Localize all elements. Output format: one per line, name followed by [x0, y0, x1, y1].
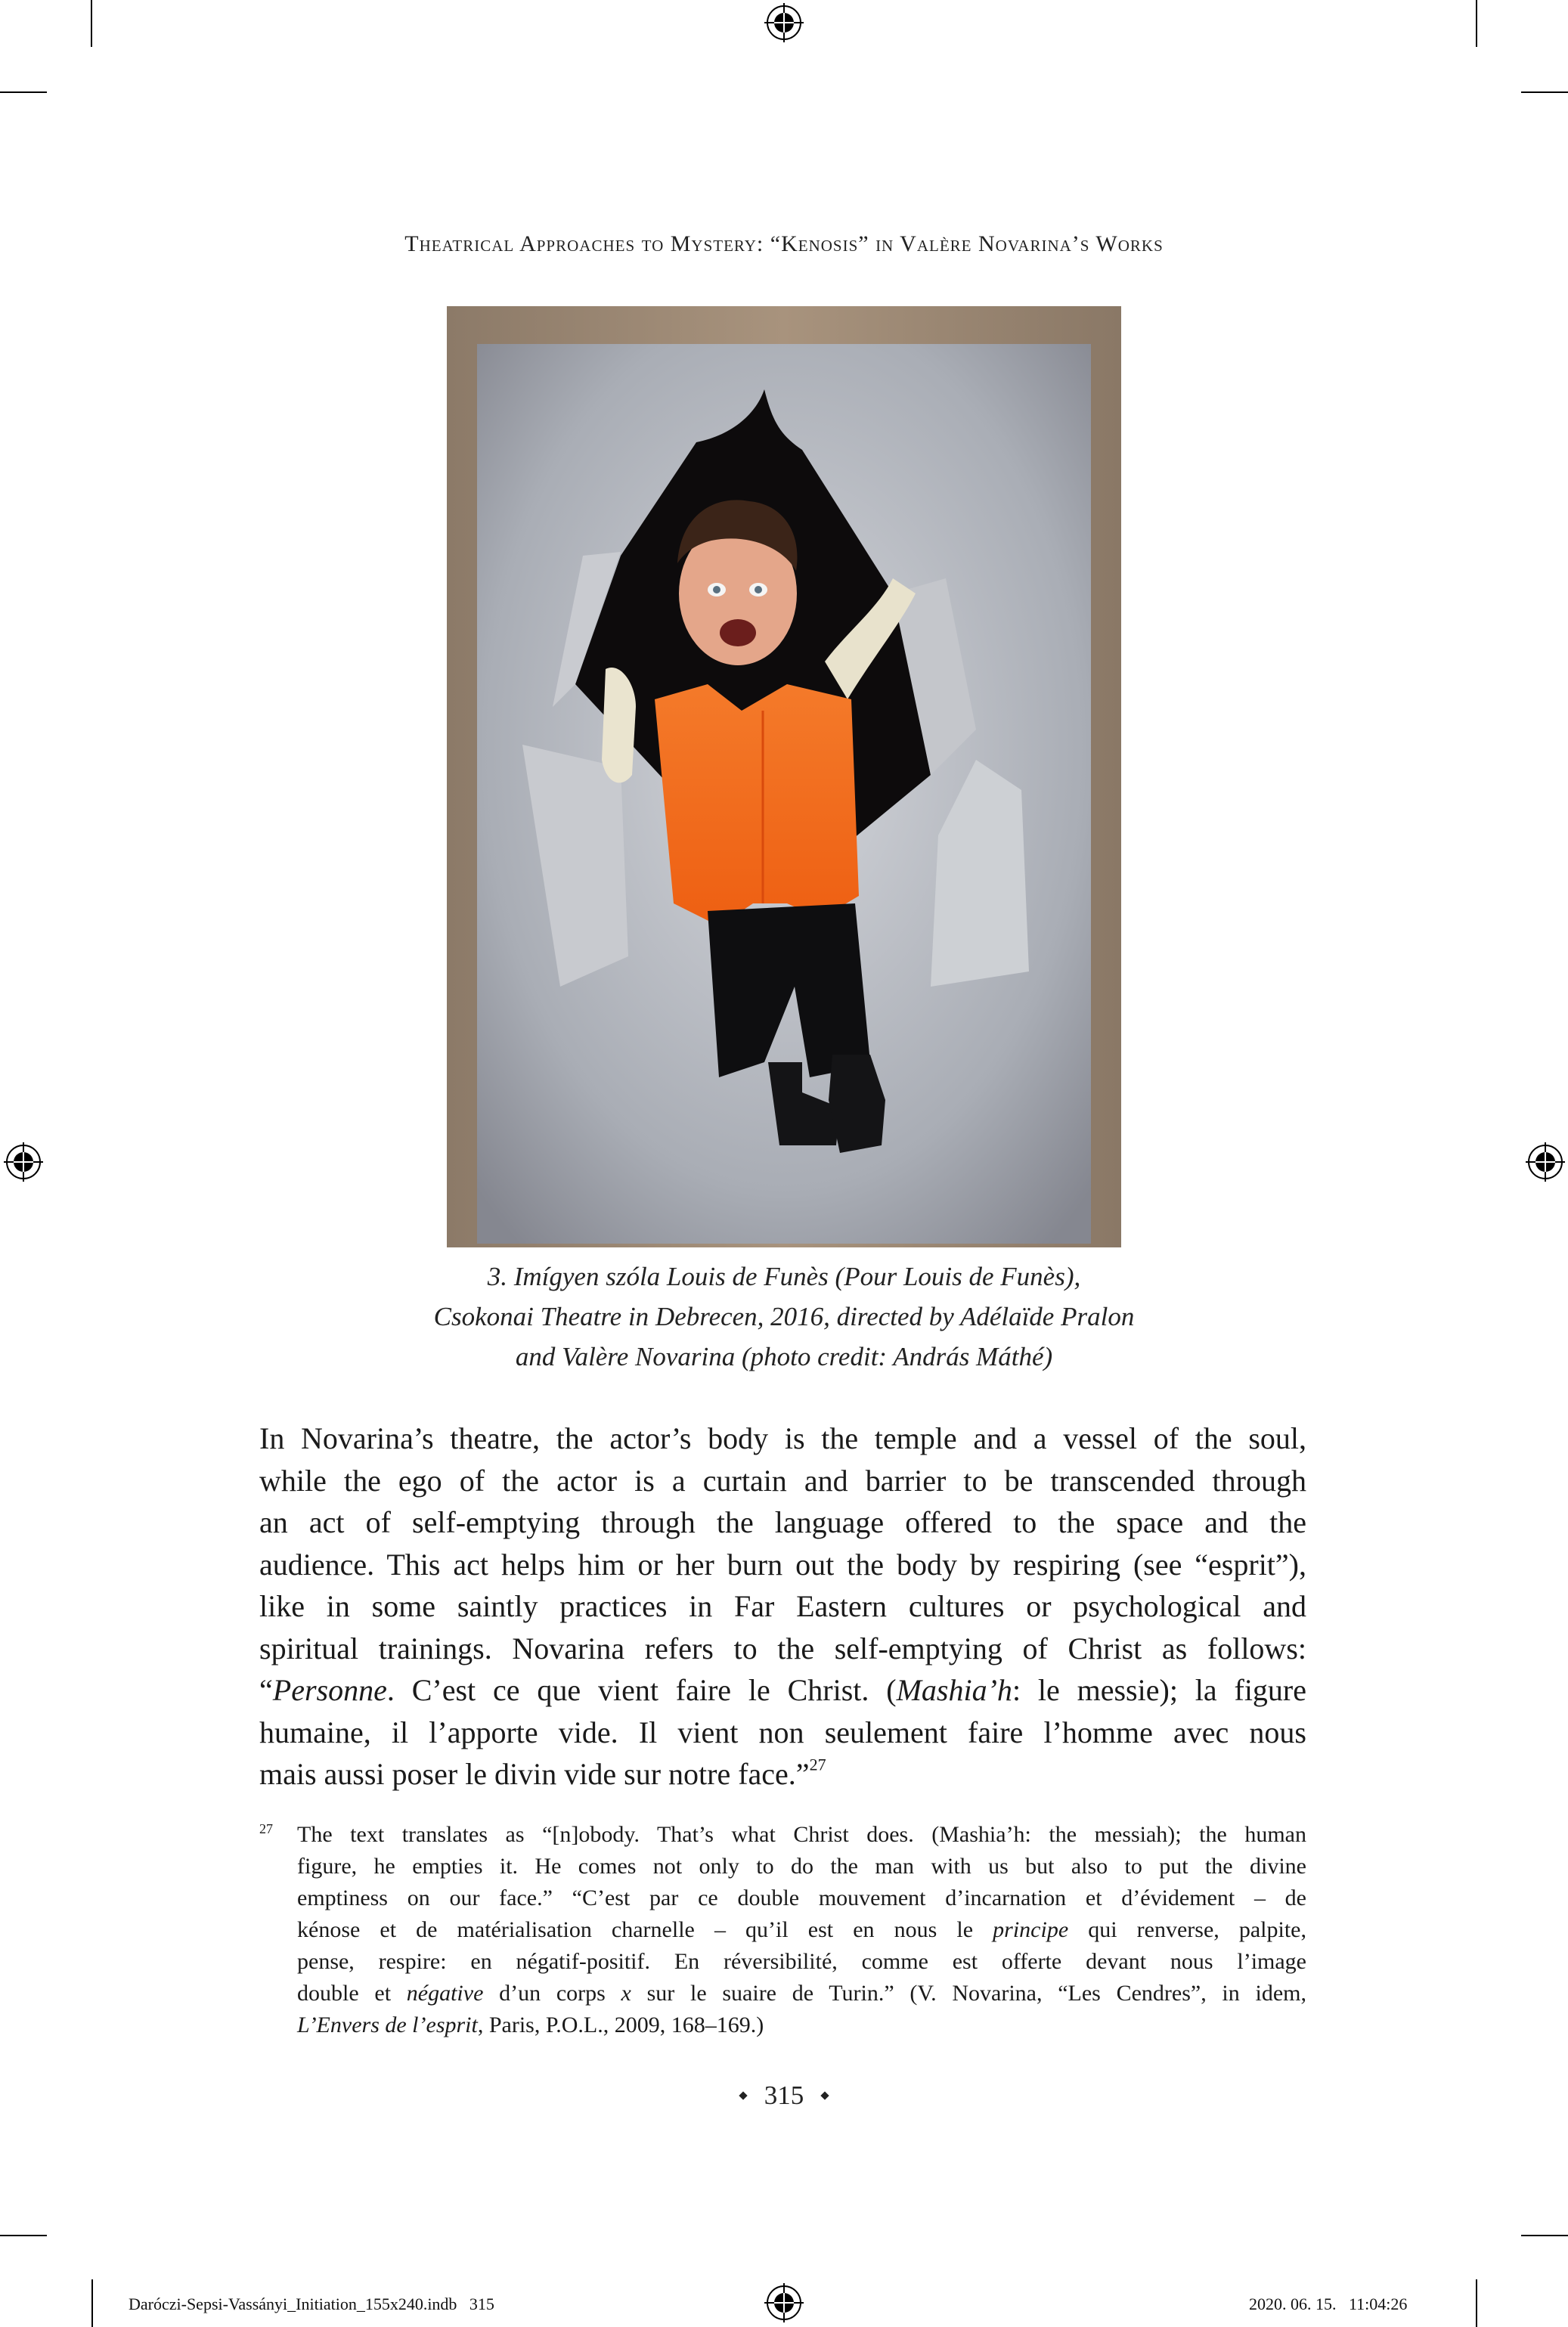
running-head: Theatrical Approaches to Mystery: “Kenosis” in Valère Novarina’s Works	[404, 231, 1164, 256]
figure-caption	[257, 1256, 1311, 1377]
crop-mark-bottom-right-horizontal	[1521, 2235, 1568, 2236]
footnote-text: qui renverse, palpite,	[1068, 1917, 1307, 1942]
crop-mark-top-right-horizontal	[1521, 91, 1568, 93]
diamond-ornament-icon	[739, 2091, 747, 2099]
italic-book-title: L’Envers de l’esprit	[297, 2012, 478, 2037]
italic-mashiah: Mashia’h	[896, 1673, 1012, 1707]
footnote-number: 27	[259, 1821, 273, 1836]
body-line: spiritual trainings. Novarina refers to the self-emptying of Christ as follows:	[259, 1631, 1306, 1665]
caption-line: Csokonai Theatre in Debrecen, 2016, directed by Adélaïde Pralon	[433, 1302, 1135, 1331]
quote-line-last	[259, 1753, 1306, 1796]
quote-open: “	[259, 1673, 273, 1707]
diamond-ornament-icon	[821, 2091, 829, 2099]
slug-timestamp: 2020. 06. 15. 11:04:26	[1249, 2294, 1408, 2313]
footnote-line: The text translates as “[n]obody. That’s what Christ does. (Mashia’h: the messiah); the human	[297, 1822, 1306, 1847]
footnote-body	[297, 1819, 1306, 2041]
registration-mark-right-icon	[1526, 1142, 1565, 1182]
orange-vest	[655, 684, 859, 926]
registration-mark-left-icon	[4, 1142, 43, 1182]
registration-mark-top-icon	[764, 3, 804, 42]
page-number-value: 315	[764, 2081, 804, 2110]
crop-mark-bottom-left-vertical	[91, 2279, 93, 2327]
italic-principe: principe	[993, 1917, 1069, 1942]
footnote-line	[297, 1978, 1306, 2009]
footnote	[259, 1819, 1306, 2041]
footnote-text: , Paris, P.O.L., 2009, 168–169.)	[477, 2012, 764, 2037]
quote-text: . C’est ce que vient faire le Christ. (	[386, 1673, 897, 1707]
footnote-line: emptiness on our face.” “C’est par ce double mouvement d’incarnation et d’évidement – de	[297, 1885, 1306, 1910]
footnote-text: double et	[297, 1981, 407, 2006]
page-number	[0, 2081, 1568, 2111]
figure-photo	[447, 306, 1121, 1247]
body-paragraph	[259, 1418, 1306, 1796]
italic-x: x	[621, 1981, 631, 2006]
quote-text: mais aussi poser le divin vide sur notre face.”	[259, 1757, 810, 1791]
body-line: like in some saintly practices in Far Eastern cultures or psychological and	[259, 1589, 1306, 1623]
photo-illustration	[447, 306, 1121, 1247]
crop-mark-top-left-vertical	[91, 0, 92, 47]
crop-mark-bottom-right-vertical	[1476, 2279, 1477, 2327]
caption-line: 3. Imígyen szóla Louis de Funès (Pour Louis de Funès),	[487, 1262, 1081, 1291]
caption-line: and Valère Novarina (photo credit: András Máthé)	[515, 1342, 1053, 1371]
footnote-line	[297, 1914, 1306, 1946]
crop-mark-bottom-left-horizontal	[0, 2235, 47, 2236]
quote-text: : le messie); la figure	[1012, 1673, 1307, 1707]
italic-personne: Personne	[272, 1673, 387, 1707]
slug-filename: Daróczi-Sepsi-Vassányi_Initiation_155x240.indb 315	[129, 2294, 494, 2313]
body-line: audience. This act helps him or her burn out the body by respiring (see “esprit”),	[259, 1547, 1306, 1582]
crop-mark-top-left-horizontal	[0, 91, 47, 93]
footnote-text: d’un corps	[483, 1981, 621, 2006]
italic-negative: négative	[406, 1981, 484, 2006]
footnote-text: kénose et de matérialisation charnelle – qu’il est en nous le	[297, 1917, 993, 1942]
footnote-reference[interactable]: 27	[809, 1755, 826, 1774]
footnote-line: figure, he empties it. He comes not only to do the man with us but also to put the divine	[297, 1854, 1306, 1879]
quote-line: humaine, il l’apporte vide. Il vient non seulement faire l’homme avec nous	[259, 1715, 1306, 1749]
quote-line	[259, 1669, 1306, 1712]
body-line: an act of self-emptying through the language offered to the space and the	[259, 1505, 1306, 1539]
footnote-line-last	[297, 2009, 1306, 2041]
crop-mark-top-right-vertical	[1476, 0, 1477, 47]
footnote-text: sur le suaire de Turin.” (V. Novarina, “Les Cendres”, in idem,	[631, 1981, 1306, 2006]
body-line: In Novarina’s theatre, the actor’s body is the temple and a vessel of the soul,	[259, 1421, 1306, 1455]
body-line: while the ego of the actor is a curtain and barrier to be transcended through	[259, 1463, 1306, 1498]
footnote-line: pense, respire: en négatif-positif. En réversibilité, comme est offerte devant nous l’image	[297, 1949, 1306, 1974]
registration-mark-bottom-icon	[764, 2283, 804, 2322]
